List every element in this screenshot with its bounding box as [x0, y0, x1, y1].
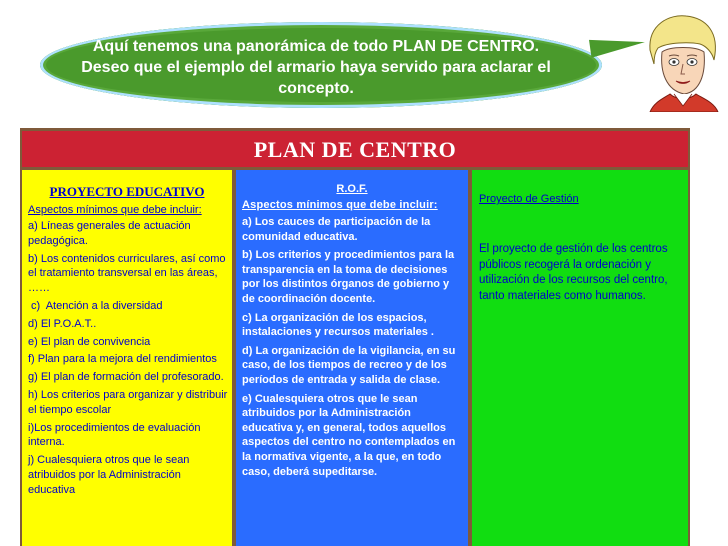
list-item: g) El plan de formación del profesorado. [28, 371, 224, 384]
list-item: c) Atención a la diversidad [28, 299, 163, 312]
list-item: d) El P.O.A.T.. [28, 317, 97, 330]
rof-title: R.O.F. [336, 183, 368, 195]
list-item: h) Los criterios para organizar y distribuir el tiempo escolar [28, 388, 228, 416]
list-item: c) La organización de los espacios, instalaciones y recursos materiales . [242, 311, 434, 339]
list-item: j) Cualesquiera otros que le sean atribuidos por la Administración educativa [28, 454, 190, 496]
cartoon-woman-avatar-icon [640, 12, 724, 112]
speech-bubble-tail [589, 32, 646, 57]
list-item: a) Los cauces de participación de la comunidad educativa. [242, 216, 431, 243]
proyecto-educativo-subtitle: Aspectos mínimos que debe incluir: [28, 204, 202, 216]
plan-header [22, 131, 688, 167]
list-item: e) Cualesquiera otros que le sean atribuidos por la Administración educativa y, en general, todos aquellos aspectos del centro no contemplados en la normativa vigente, a la que, en todo caso, deberá supeditarse. [242, 392, 456, 478]
proyecto-educativo-title: PROYECTO EDUCATIVO [49, 184, 205, 199]
list-item: a) Líneas generales de actuación pedagógica. [28, 220, 191, 247]
rof-subtitle: Aspectos mínimos que debe incluir: [242, 199, 438, 211]
list-item: f) Plan para la mejora del rendimientos [28, 353, 217, 366]
list-item: e) El plan de convivencia [28, 335, 151, 348]
proyecto-gestion-column [472, 170, 688, 546]
proyecto-educativo-column [22, 170, 232, 546]
list-item: d) La organización de la vigilancia, en su caso, de los tiempos de recreo y de los períodos de entrada y salida de clase. [242, 344, 456, 386]
rof-column [236, 170, 468, 546]
proyecto-gestion-title: Proyecto de Gestión [479, 193, 579, 205]
list-item: b) Los criterios y procedimientos para la transparencia en la toma de decisiones por los distintos órganos de gobierno y de coordinación docente. [242, 249, 455, 305]
plan-title: PLAN DE CENTRO [253, 137, 457, 162]
callout-text: Aquí tenemos una panorámica de todo PLAN DE CENTRO. Deseo que el ejemplo del armario haya servido para aclarar el concepto. [81, 38, 551, 97]
proyecto-gestion-text: El proyecto de gestión de los centros públicos recogerá la ordenación y utilización de los recursos del centro, tanto materiales como humanos. [479, 243, 668, 302]
list-item: b) Los contenidos curriculares, así como el tratamiento transversal en las áreas, …… [28, 252, 226, 295]
list-item: i)Los procedimientos de evaluación interna. [28, 421, 201, 449]
